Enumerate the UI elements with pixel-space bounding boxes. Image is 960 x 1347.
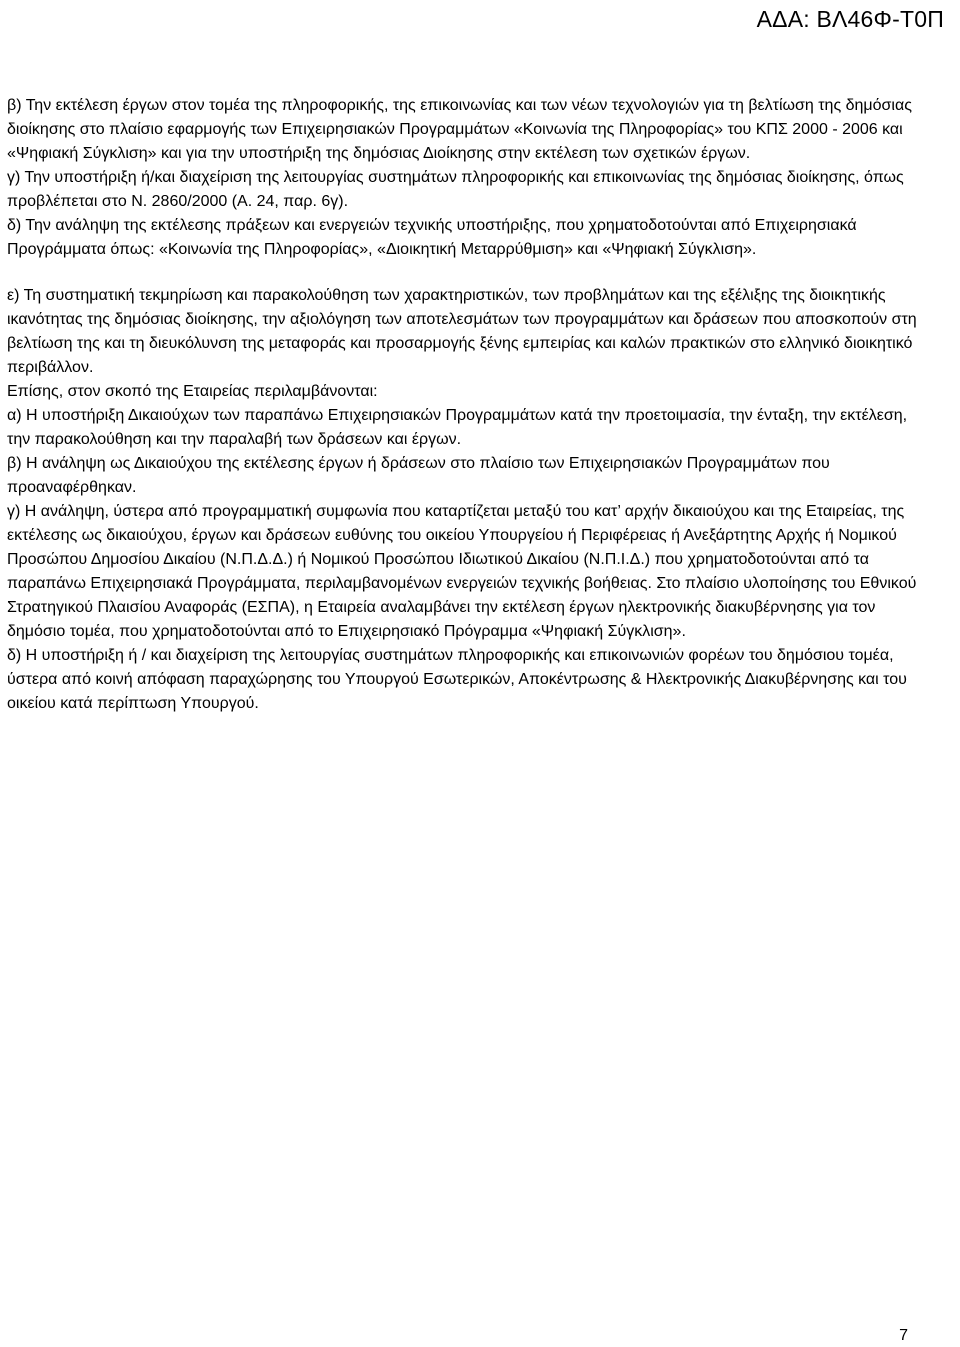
paragraph-delta: δ) Την ανάληψη της εκτέλεσης πράξεων και ενεργειών τεχνικής υποστήριξης, που χρηματοδοτούνται από Επιχειρησιακά Προγράμματα όπως: «Κοινωνία της Πληροφορίας», «Διοικητική Μεταρρύθμιση» και «Ψηφιακή Σύγκλιση». xyxy=(7,217,857,258)
paragraph-gamma: γ) Την υποστήριξη ή/και διαχείριση της λειτουργίας συστημάτων πληροφορικής και επικοινωνίας της δημόσιας διοίκησης, όπως προβλέπεται στο Ν. 2860/2000 (Α. 24, παρ. 6γ). xyxy=(7,169,904,210)
paragraph-beta-beneficiary: β) Η ανάληψη ως Δικαιούχου της εκτέλεσης έργων ή δράσεων στο πλαίσιο των Επιχειρησιακών Προγραμμάτων που προαναφέρθηκαν. xyxy=(7,455,830,496)
page-number: 7 xyxy=(899,1327,908,1344)
paragraph-epsilon: ε) Τη συστηματική τεκμηρίωση και παρακολούθηση των χαρακτηριστικών, των προβλημάτων και της εξέλιξης της διοικητικής ικανότητας της δημόσιας διοίκησης, την αξιολόγηση των αποτελεσμάτων των προγραμμάτων και δράσεων που αποσκοπούν στη βελτίωση της και τη διευκόλυνση της μεταφοράς και προσαρμογής ξένης εμπειρίας και καλών πρακτικών στο ελληνικό διοικητικό περιβάλλον. xyxy=(7,287,917,376)
document-body xyxy=(7,94,927,716)
paragraph-gamma-undertaking: γ) Η ανάληψη, ύστερα από προγραμματική συμφωνία που καταρτίζεται μεταξύ του κατ’ αρχήν δικαιούχου και της Εταιρείας, της εκτέλεσης ως δικαιούχου, έργων και δράσεων ευθύνης του οικείου Υπουργείου ή Περιφέρειας ή Ανεξάρτητης Αρχής ή Νομικού Προσώπου Δημοσίου Δικαίου (Ν.Π.Δ.Δ.) ή Νομικού Προσώπου Ιδιωτικού Δικαίου (Ν.Π.Ι.Δ.) που χρηματοδοτούνται από τα παραπάνω Επιχειρησιακά Προγράμματα, περιλαμβανομένων ενεργειών τεχνικής βοήθειας. Στο πλαίσιο υλοποίησης του Εθνικού Στρατηγικού Πλαισίου Αναφοράς (ΕΣΠΑ), η Εταιρεία αναλαμβάνει την εκτέλεση έργων ηλεκτρονικής διακυβέρνησης για τον δημόσιο τομέα, που χρηματοδοτούνται από το Επιχειρησιακό Πρόγραμμα «Ψηφιακή Σύγκλιση». xyxy=(7,503,917,640)
paragraph-alpha-support: α) Η υποστήριξη Δικαιούχων των παραπάνω Επιχειρησιακών Προγραμμάτων κατά την προετοιμασία, την ένταξη, την εκτέλεση, την παρακολούθηση και την παραλαβή των δράσεων και έργων. xyxy=(7,407,908,448)
paragraph-beta: β) Την εκτέλεση έργων στον τομέα της πληροφορικής, της επικοινωνίας και των νέων τεχνολογιών για τη βελτίωση της δημόσιας διοίκησης στο πλαίσιο εφαρμογής των Επιχειρησιακών Προγραμμάτων «Κοινωνία της Πληροφορίας» του ΚΠΣ 2000 - 2006 και «Ψηφιακή Σύγκλιση» και για την υποστήριξη της δημόσιας Διοίκησης στην εκτέλεση των σχετικών έργων. xyxy=(7,97,912,162)
paragraph-delta-support: δ) Η υποστήριξη ή / και διαχείριση της λειτουργίας συστημάτων πληροφορικής και επικοινωνιών φορέων του δημόσιου τομέα, ύστερα από κοινή απόφαση παραχώρησης του Υπουργού Εσωτερικών, Αποκέντρωσης & Ηλεκτρονικής Διακυβέρνησης και του οικείου κατά περίπτωση Υπουργού. xyxy=(7,647,907,712)
ada-code-header: ΑΔΑ: ΒΛ46Φ-Τ0Π xyxy=(756,6,944,32)
paragraph-also-includes: Επίσης, στον σκοπό της Εταιρείας περιλαμβάνονται: xyxy=(7,383,378,400)
